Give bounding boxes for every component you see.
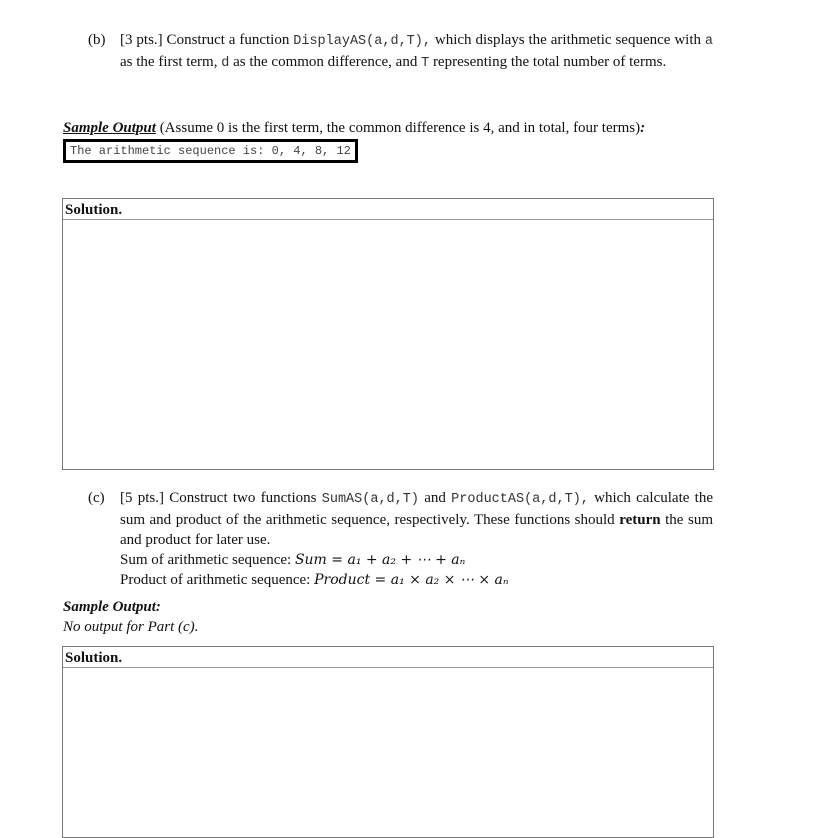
param-a: a	[704, 34, 714, 49]
part-c-text-3: which calculate the sum and product of the arithmetic sequence, respectively. These functions should	[120, 490, 713, 528]
solution-box-c[interactable]	[62, 646, 714, 838]
part-b-label: (b)	[88, 32, 106, 48]
sum-line	[120, 550, 713, 570]
param-d: d	[221, 56, 230, 71]
part-b-text-2: which displays the arithmetic sequence with	[430, 32, 705, 48]
sample-output-c-title: Sample Output:	[63, 599, 161, 615]
part-c-text-1: Construct two functions	[164, 490, 322, 506]
sample-output-description: (Assume 0 is the first term, the common difference is 4, and in total, four terms)	[155, 120, 641, 136]
question-part-b	[88, 30, 713, 74]
return-keyword: return	[619, 512, 661, 528]
sum-as-function: SumAS(a,d,T)	[321, 492, 419, 507]
sample-output-c	[63, 597, 198, 637]
sample-output-c-note: No output for Part (c).	[63, 619, 199, 635]
sample-output-colon: :	[640, 120, 646, 136]
sample-output-b	[63, 120, 645, 137]
part-c-label: (c)	[88, 490, 105, 506]
part-c-text-2: and	[418, 490, 452, 506]
part-b-text-1: Construct a function	[162, 32, 294, 48]
part-b-text-4: as the common difference, and	[229, 54, 422, 70]
sum-formula: Sum = a₁ + a₂ + ⋯ + aₙ	[294, 552, 466, 568]
part-c-text	[120, 488, 713, 550]
solution-label-b: Solution.	[63, 199, 713, 220]
product-label: Product of arithmetic sequence:	[120, 572, 315, 588]
solution-box-b[interactable]	[62, 198, 714, 470]
solution-label-c: Solution.	[63, 647, 713, 668]
sample-output-box: The arithmetic sequence is: 0, 4, 8, 12	[63, 139, 358, 163]
sample-output-title: Sample Output	[63, 120, 156, 136]
product-line	[120, 570, 713, 590]
product-as-function: ProductAS(a,d,T),	[451, 492, 589, 507]
part-c-points: [5 pts.]	[120, 490, 165, 506]
part-b-text	[120, 30, 713, 74]
display-as-function: DisplayAS(a,d,T),	[293, 34, 431, 49]
sum-label: Sum of arithmetic sequence:	[120, 552, 295, 568]
part-b-text-5: representing the total number of terms.	[429, 54, 667, 70]
part-c-text-4: the sum and product for later use.	[120, 512, 713, 548]
product-formula: Product = a₁ × a₂ × ⋯ × aₙ	[314, 572, 509, 588]
param-t: T	[421, 56, 430, 71]
question-part-c	[88, 488, 713, 590]
part-b-points: [3 pts.]	[120, 32, 163, 48]
part-b-text-3: as the first term,	[120, 54, 222, 70]
